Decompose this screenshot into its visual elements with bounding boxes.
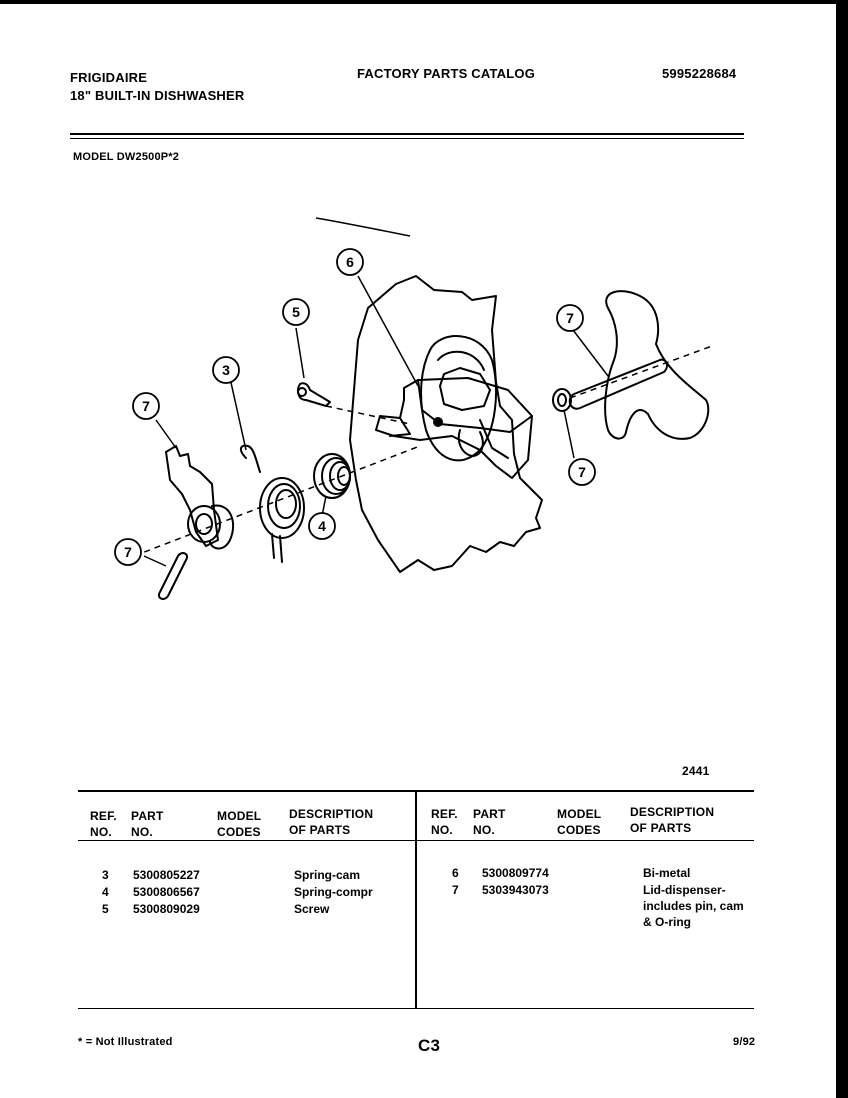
table-row-part: 5300809029 [133, 902, 200, 916]
header-ref-no-right: REF. NO. [431, 807, 458, 837]
header-model-codes-right: MODEL CODES [557, 807, 602, 837]
table-row-part: 5300806567 [133, 885, 200, 899]
callout-4: 4 [318, 518, 326, 534]
table-rule-bottom [78, 1008, 754, 1009]
header-part-no-right: PART NO. [473, 807, 506, 837]
cam-pin [159, 553, 187, 599]
brand-name: FRIGIDAIRE [70, 70, 148, 85]
table-row-desc: Lid-dispenser- includes pin, cam & O-ring [643, 883, 744, 929]
callout-6: 6 [346, 254, 354, 270]
header-description-right: DESCRIPTION OF PARTS [630, 805, 715, 835]
callout-7-lid: 7 [566, 310, 574, 326]
lid-cam [166, 446, 233, 549]
dispenser-lid [605, 291, 708, 439]
catalog-number: 5995228684 [662, 66, 737, 81]
table-row-ref: 4 [102, 885, 109, 899]
table-row-desc: Bi-metal [643, 866, 691, 880]
exploded-parts-diagram [100, 210, 740, 630]
o-ring [553, 389, 571, 411]
table-row-desc: Spring-cam [294, 868, 361, 882]
screw [298, 383, 330, 406]
header-model-codes: MODEL CODES [217, 809, 262, 839]
header-part-no: PART NO. [131, 809, 164, 839]
header-description: DESCRIPTION OF PARTS [289, 807, 374, 837]
header-ref-no: REF. NO. [90, 809, 117, 839]
header-rule-top [70, 133, 744, 135]
table-row-part: 5303943073 [482, 883, 549, 897]
catalog-date: 9/92 [733, 1036, 756, 1048]
callout-7-cam: 7 [142, 398, 150, 414]
table-row-ref: 3 [102, 868, 109, 882]
model-label: MODEL DW2500P*2 [73, 151, 180, 163]
compression-spring [314, 454, 350, 498]
scan-right-edge [836, 0, 848, 1098]
bimetal-bracket [376, 378, 532, 478]
callout-5: 5 [292, 304, 300, 320]
callout-7-oring: 7 [578, 464, 586, 480]
table-row-ref: 5 [102, 902, 109, 916]
cam-spring [241, 446, 304, 562]
product-name: 18" BUILT-IN DISHWASHER [70, 88, 245, 103]
callout-7-pin: 7 [124, 544, 132, 560]
table-row-part: 5300805227 [133, 868, 200, 882]
page-number: C3 [418, 1036, 441, 1055]
callout-3: 3 [222, 362, 230, 378]
scan-top-edge [0, 0, 848, 4]
figure-number: 2441 [682, 764, 710, 778]
table-row-ref: 7 [452, 883, 459, 897]
header-rule-bottom [70, 138, 744, 139]
table-row-desc: Screw [294, 902, 330, 916]
table-row-desc: Spring-compr [294, 885, 373, 899]
table-row-part: 5300809774 [482, 866, 549, 880]
catalog-title: FACTORY PARTS CATALOG [357, 66, 536, 81]
table-column-divider [415, 792, 417, 1008]
table-row-ref: 6 [452, 866, 459, 880]
not-illustrated-note: * = Not Illustrated [78, 1036, 173, 1048]
